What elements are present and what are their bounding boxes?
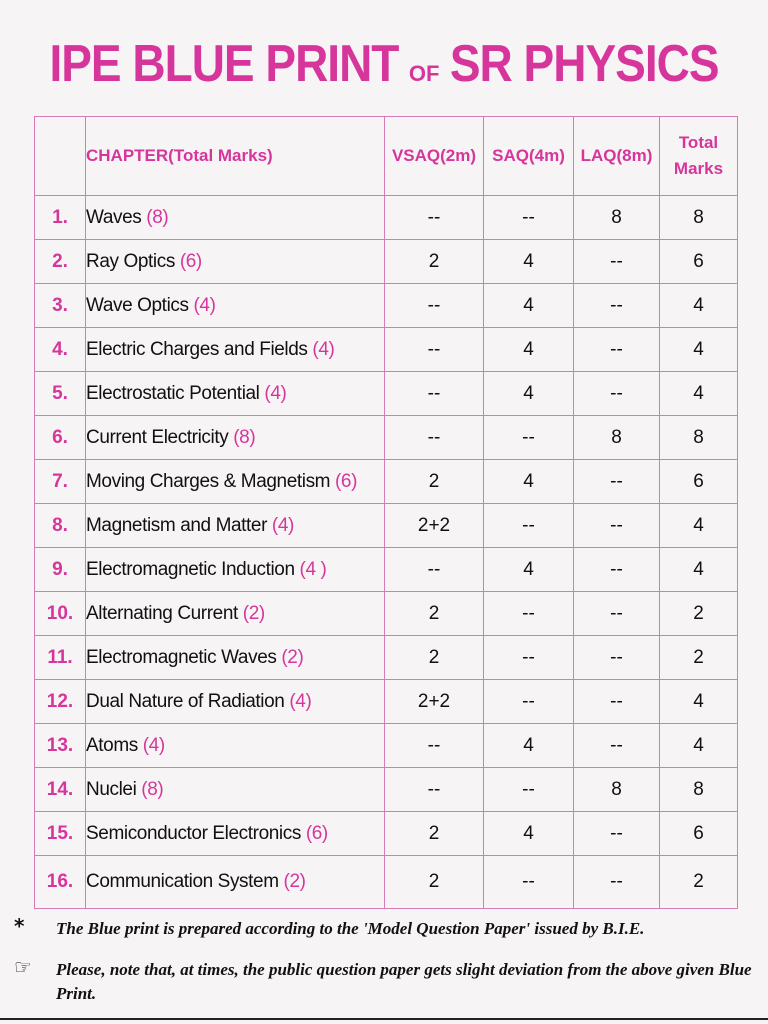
chapter-marks: (2) bbox=[281, 646, 304, 668]
chapter-marks: (4) bbox=[193, 294, 216, 316]
saq-cell: -- bbox=[484, 504, 574, 548]
bottom-divider bbox=[0, 1018, 768, 1020]
chapter-marks: (4 ) bbox=[299, 558, 327, 580]
total-cell: 4 bbox=[660, 284, 738, 328]
laq-cell: 8 bbox=[574, 416, 660, 460]
row-number: 15. bbox=[35, 812, 86, 856]
total-cell: 4 bbox=[660, 328, 738, 372]
title-part2: SR PHYSICS bbox=[449, 33, 719, 93]
saq-cell: 4 bbox=[484, 548, 574, 592]
chapter-cell bbox=[86, 856, 385, 909]
table-body bbox=[35, 196, 738, 909]
saq-cell: -- bbox=[484, 680, 574, 724]
row-number: 11. bbox=[35, 636, 86, 680]
table-row bbox=[35, 460, 738, 504]
chapter-cell bbox=[86, 548, 385, 592]
laq-cell: -- bbox=[574, 284, 660, 328]
row-number: 3. bbox=[35, 284, 86, 328]
vsaq-cell: 2 bbox=[385, 856, 484, 909]
chapter-cell bbox=[86, 812, 385, 856]
laq-cell: -- bbox=[574, 372, 660, 416]
vsaq-cell: -- bbox=[385, 768, 484, 812]
header-saq: SAQ(4m) bbox=[484, 117, 574, 196]
asterisk-icon: * bbox=[14, 914, 25, 938]
total-cell: 6 bbox=[660, 240, 738, 284]
row-number: 13. bbox=[35, 724, 86, 768]
total-cell: 8 bbox=[660, 768, 738, 812]
header-total-line1: Total bbox=[678, 133, 719, 152]
laq-cell: -- bbox=[574, 680, 660, 724]
chapter-cell bbox=[86, 768, 385, 812]
row-number: 16. bbox=[35, 856, 86, 909]
vsaq-cell: 2 bbox=[385, 592, 484, 636]
vsaq-cell: -- bbox=[385, 284, 484, 328]
vsaq-cell: -- bbox=[385, 328, 484, 372]
saq-cell: 4 bbox=[484, 724, 574, 768]
chapter-name: Communication System bbox=[86, 871, 279, 892]
title-part1: IPE BLUE PRINT bbox=[49, 33, 399, 93]
row-number: 5. bbox=[35, 372, 86, 416]
total-cell: 4 bbox=[660, 548, 738, 592]
laq-cell: -- bbox=[574, 548, 660, 592]
vsaq-cell: -- bbox=[385, 724, 484, 768]
chapter-marks: (4) bbox=[289, 690, 312, 712]
total-cell: 4 bbox=[660, 680, 738, 724]
chapter-name: Alternating Current bbox=[86, 602, 238, 624]
saq-cell: -- bbox=[484, 636, 574, 680]
saq-cell: 4 bbox=[484, 460, 574, 504]
table-row bbox=[35, 372, 738, 416]
laq-cell: -- bbox=[574, 240, 660, 284]
chapter-name: Electromagnetic Induction bbox=[86, 558, 295, 580]
table-header-row bbox=[35, 117, 738, 196]
total-cell: 6 bbox=[660, 460, 738, 504]
saq-cell: 4 bbox=[484, 328, 574, 372]
chapter-marks: (4) bbox=[312, 338, 335, 360]
header-number bbox=[35, 117, 86, 196]
note-blueprint-source: The Blue print is prepared according to the 'Model Question Paper' issued by B.I.E. bbox=[56, 919, 645, 938]
table-row bbox=[35, 196, 738, 240]
row-number: 8. bbox=[35, 504, 86, 548]
chapter-marks: (4) bbox=[142, 734, 165, 756]
header-total-line2: Marks bbox=[673, 159, 724, 178]
row-number: 2. bbox=[35, 240, 86, 284]
vsaq-cell: 2+2 bbox=[385, 504, 484, 548]
table-row bbox=[35, 548, 738, 592]
table-row bbox=[35, 680, 738, 724]
table-row bbox=[35, 812, 738, 856]
total-cell: 8 bbox=[660, 196, 738, 240]
vsaq-cell: -- bbox=[385, 196, 484, 240]
vsaq-cell: -- bbox=[385, 548, 484, 592]
chapter-name: Dual Nature of Radiation bbox=[86, 690, 285, 712]
chapter-cell bbox=[86, 416, 385, 460]
table-row bbox=[35, 328, 738, 372]
chapter-cell bbox=[86, 284, 385, 328]
chapter-marks: (8) bbox=[146, 206, 169, 228]
chapter-marks: (6) bbox=[335, 470, 358, 492]
chapter-cell bbox=[86, 724, 385, 768]
chapter-name: Electromagnetic Waves bbox=[86, 646, 277, 668]
chapter-marks: (4) bbox=[264, 382, 287, 404]
vsaq-cell: 2 bbox=[385, 240, 484, 284]
row-number: 14. bbox=[35, 768, 86, 812]
row-number: 10. bbox=[35, 592, 86, 636]
chapter-name: Atoms bbox=[86, 734, 138, 756]
chapter-name: Magnetism and Matter bbox=[86, 514, 268, 536]
total-cell: 4 bbox=[660, 724, 738, 768]
laq-cell: -- bbox=[574, 460, 660, 504]
table-row bbox=[35, 724, 738, 768]
laq-cell: -- bbox=[574, 724, 660, 768]
vsaq-cell: -- bbox=[385, 372, 484, 416]
row-number: 4. bbox=[35, 328, 86, 372]
chapter-marks: (8) bbox=[233, 426, 256, 448]
table-row bbox=[35, 768, 738, 812]
saq-cell: 4 bbox=[484, 812, 574, 856]
header-vsaq: VSAQ(2m) bbox=[385, 117, 484, 196]
chapter-name: Semiconductor Electronics bbox=[86, 822, 301, 844]
laq-cell: -- bbox=[574, 636, 660, 680]
vsaq-cell: 2 bbox=[385, 460, 484, 504]
header-total bbox=[660, 117, 738, 196]
chapter-marks: (6) bbox=[305, 822, 328, 844]
chapter-name: Current Electricity bbox=[86, 426, 229, 448]
chapter-name: Wave Optics bbox=[86, 294, 189, 316]
chapter-marks: (4) bbox=[271, 514, 294, 536]
chapter-name: Moving Charges & Magnetism bbox=[86, 470, 331, 492]
chapter-name: Ray Optics bbox=[86, 250, 175, 272]
table-row bbox=[35, 504, 738, 548]
header-chapter: CHAPTER(Total Marks) bbox=[86, 117, 385, 196]
chapter-cell bbox=[86, 240, 385, 284]
chapter-marks: (2) bbox=[283, 871, 306, 892]
saq-cell: 4 bbox=[484, 372, 574, 416]
row-number: 1. bbox=[35, 196, 86, 240]
chapter-marks: (8) bbox=[141, 778, 164, 800]
total-cell: 4 bbox=[660, 504, 738, 548]
saq-cell: -- bbox=[484, 416, 574, 460]
total-cell: 6 bbox=[660, 812, 738, 856]
saq-cell: -- bbox=[484, 856, 574, 909]
total-cell: 2 bbox=[660, 856, 738, 909]
table-row bbox=[35, 856, 738, 909]
row-number: 6. bbox=[35, 416, 86, 460]
laq-cell: -- bbox=[574, 328, 660, 372]
table-row bbox=[35, 592, 738, 636]
chapter-cell bbox=[86, 680, 385, 724]
row-number: 12. bbox=[35, 680, 86, 724]
total-cell: 2 bbox=[660, 592, 738, 636]
laq-cell: 8 bbox=[574, 196, 660, 240]
laq-cell: -- bbox=[574, 856, 660, 909]
vsaq-cell: -- bbox=[385, 416, 484, 460]
pointing-hand-icon: ☞ bbox=[14, 955, 32, 979]
saq-cell: 4 bbox=[484, 284, 574, 328]
table-row bbox=[35, 636, 738, 680]
chapter-name: Electrostatic Potential bbox=[86, 382, 260, 404]
chapter-cell bbox=[86, 636, 385, 680]
vsaq-cell: 2 bbox=[385, 636, 484, 680]
chapter-marks: (6) bbox=[179, 250, 202, 272]
chapter-cell bbox=[86, 592, 385, 636]
laq-cell: -- bbox=[574, 592, 660, 636]
chapter-name: Waves bbox=[86, 206, 142, 228]
table-row bbox=[35, 284, 738, 328]
total-cell: 4 bbox=[660, 372, 738, 416]
chapter-cell bbox=[86, 372, 385, 416]
chapter-cell bbox=[86, 196, 385, 240]
laq-cell: -- bbox=[574, 812, 660, 856]
total-cell: 8 bbox=[660, 416, 738, 460]
note-deviation: Please, note that, at times, the public question paper gets slight deviation from the above given Blue Print. bbox=[56, 960, 752, 1003]
table-row bbox=[35, 416, 738, 460]
chapter-name: Electric Charges and Fields bbox=[86, 338, 308, 360]
page-title bbox=[0, 33, 768, 93]
table-row bbox=[35, 240, 738, 284]
header-laq: LAQ(8m) bbox=[574, 117, 660, 196]
vsaq-cell: 2 bbox=[385, 812, 484, 856]
saq-cell: -- bbox=[484, 592, 574, 636]
row-number: 9. bbox=[35, 548, 86, 592]
chapter-cell bbox=[86, 328, 385, 372]
laq-cell: 8 bbox=[574, 768, 660, 812]
row-number: 7. bbox=[35, 460, 86, 504]
chapter-cell bbox=[86, 504, 385, 548]
saq-cell: -- bbox=[484, 196, 574, 240]
vsaq-cell: 2+2 bbox=[385, 680, 484, 724]
title-connector: OF bbox=[408, 61, 440, 86]
blueprint-table bbox=[34, 116, 738, 909]
chapter-name: Nuclei bbox=[86, 778, 137, 800]
chapter-marks: (2) bbox=[242, 602, 265, 624]
saq-cell: 4 bbox=[484, 240, 574, 284]
saq-cell: -- bbox=[484, 768, 574, 812]
total-cell: 2 bbox=[660, 636, 738, 680]
laq-cell: -- bbox=[574, 504, 660, 548]
chapter-cell bbox=[86, 460, 385, 504]
